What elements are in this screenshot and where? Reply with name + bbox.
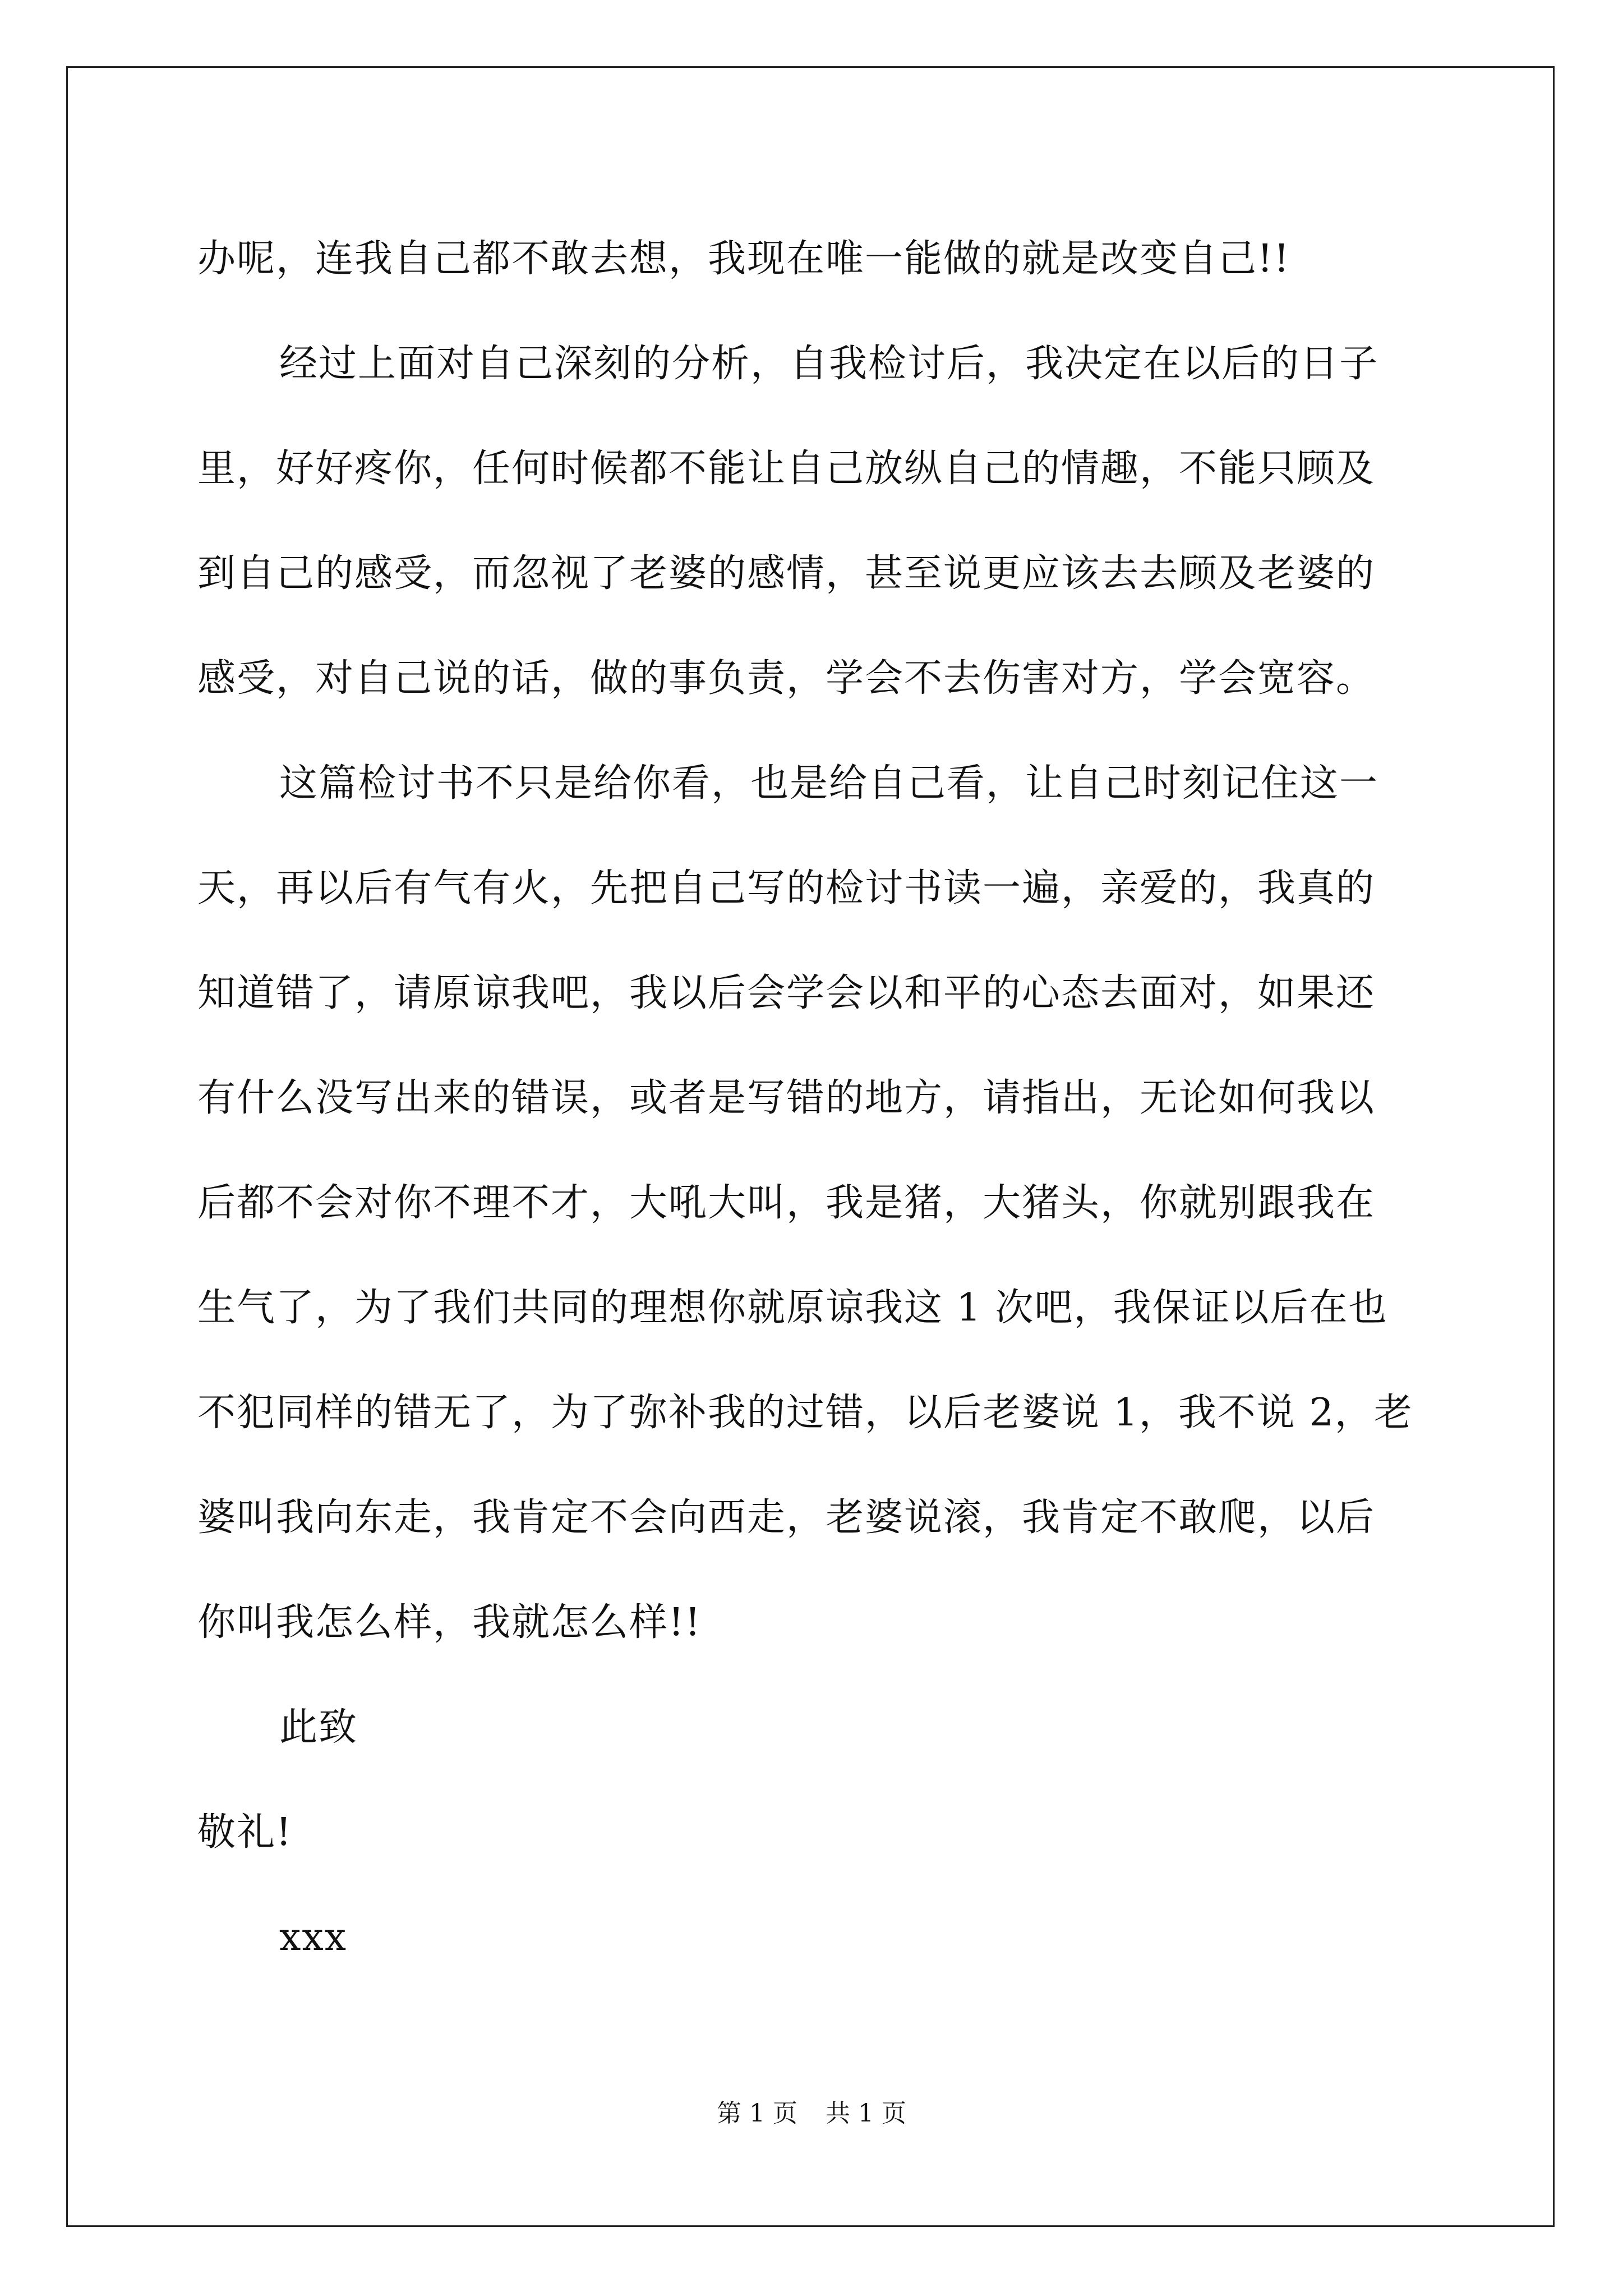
document-body	[197, 206, 1427, 1990]
text-line: 有什么没写出来的错误，或者是写错的地方，请指出，无论如何我以	[197, 1076, 1376, 1120]
text-line: 知道错了，请原谅我吧，我以后会学会以和平的心态去面对，如果还	[197, 971, 1376, 1015]
page-number: 第 1 页	[717, 2099, 797, 2128]
page-total: 共 1 页	[826, 2099, 906, 2128]
salutation-line: 敬礼!	[197, 1810, 293, 1855]
text-line: 不犯同样的错无了，为了弥补我的过错，以后老婆说 1，我不说 2，老	[197, 1391, 1413, 1435]
paragraph-start-line: 经过上面对自己深刻的分析，自我检讨后，我决定在以后的日子	[279, 342, 1379, 386]
text-line: 里，好好疼你，任何时候都不能让自己放纵自己的情趣，不能只顾及	[197, 447, 1376, 491]
closing-line: 此致	[279, 1705, 358, 1750]
text-line: 后都不会对你不理不才，大吼大叫，我是猪，大猪头，你就别跟我在	[197, 1181, 1376, 1225]
text-line: 感受，对自己说的话，做的事负责，学会不去伤害对方，学会宽容。	[197, 656, 1376, 701]
text-line: 婆叫我向东走，我肯定不会向西走，老婆说滚，我肯定不敢爬，以后	[197, 1496, 1376, 1540]
text-line: 办呢，连我自己都不敢去想，我现在唯一能做的就是改变自己!!	[197, 237, 1290, 281]
page-footer	[0, 2097, 1623, 2131]
text-line: 生气了，为了我们共同的理想你就原谅我这 1 次吧，我保证以后在也	[197, 1286, 1388, 1330]
paragraph-start-line: 这篇检讨书不只是给你看，也是给自己看，让自己时刻记住这一	[279, 761, 1379, 806]
signature-line: xxx	[279, 1915, 348, 1959]
text-line: 天，再以后有气有火，先把自己写的检讨书读一遍，亲爱的，我真的	[197, 866, 1376, 910]
text-line: 你叫我怎么样，我就怎么样!!	[197, 1600, 702, 1645]
text-line: 到自己的感受，而忽视了老婆的感情，甚至说更应该去去顾及老婆的	[197, 551, 1376, 596]
